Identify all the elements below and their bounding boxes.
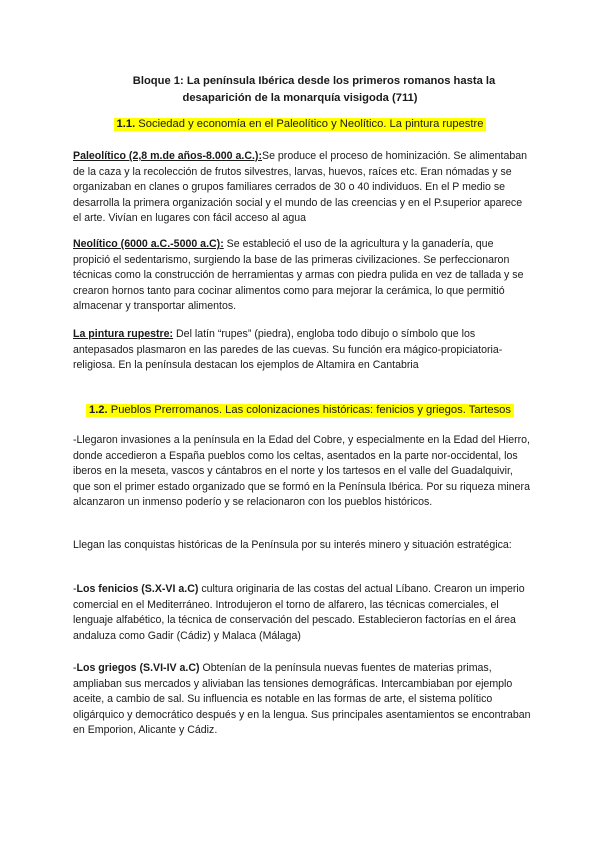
paragraph-conquistas	[73, 538, 531, 554]
paragraph-text: cultura originaria de las costas del actual Líbano. Crearon un imperio comercial en el Mediterráneo. Introdujeron el torno de alfarero, las técnicas comerciales, el lenguaje alfabético, la técnica de conservación del pescado. Establecieron factorías en el área andaluza como Gadir (Cádiz) y Malaca (Málaga)	[73, 583, 525, 642]
paragraph-prefix: -	[73, 662, 77, 674]
paragraph-lead: Paleolítico (2,8 m.de años-8.000 a.C.):	[73, 150, 262, 162]
paragraph-text: Llegan las conquistas históricas de la Península por su interés minero y situación estratégica:	[73, 539, 512, 551]
section-number: 1.1.	[116, 118, 136, 130]
section-heading-1-1	[0, 117, 600, 132]
paragraph-prefix: -	[73, 583, 77, 595]
paragraph-fenicios	[73, 582, 531, 644]
paragraph-text: Se produce el proceso de hominización. Se alimentaban de la caza y la recolección de frutos silvestres, larvas, huevos, raíces etc. Eran nómadas y se organizaban en clanes o grupos familiares cerrados de 30 o 40 individuos. En el P medio se desarrolla la primera organización social y el mundo de las creencias y en el P.superior aparece el arte. Vivían en lugares con fácil acceso al agua	[73, 150, 528, 225]
paragraph-text: Se estableció el uso de la agricultura y la ganadería, que propició el sedentarismo, surgiendo la base de las primeras civilizaciones. Se perfeccionaron técnicas como la construcción de herramientas y armas con piedra pulida en vez de tallada y se crearon hornos tanto para cocinar alimentos como para mejorar la cerámica, lo que permitió almacenar y transportar alimentos.	[73, 238, 524, 313]
paragraph-text: Del latín “rupes” (piedra), engloba todo dibujo o símbolo que los antepasados plasmaron en las paredes de las cuevas. Su función era mágico-propiciatoria-religiosa. En la península destacan los ejemplos de Altamira en Cantabria	[73, 328, 503, 372]
paragraph-lead: Los griegos (S.VI-IV a.C)	[76, 662, 200, 674]
paragraph-griegos	[73, 661, 531, 739]
paragraph-text: -Llegaron invasiones a la península en la Edad del Cobre, y especialmente en la Edad del Hierro, donde accedieron a España pueblos como los celtas, asentados en la parte nor-occidental, los iberos en la meseta, vascos y cántabros en el norte y los tartesos en el valle del Guadalquivir, que son el primer estado organizado que se formó en la Península Ibérica. Por su riqueza minera alcanzaron un inmenso poderío y se relacionaron con los pueblos históricos.	[73, 434, 530, 509]
section-heading-1-2-highlight	[86, 404, 514, 417]
paragraph-invasiones	[73, 433, 531, 511]
paragraph-lead: Neolítico (6000 a.C.-5000 a.C):	[73, 238, 224, 250]
section-title: Pueblos Prerromanos. Las colonizaciones históricas: fenicios y griegos. Tartesos	[107, 404, 512, 416]
paragraph-text: Obtenían de la península nuevas fuentes de materias primas, ampliaban sus mercados y aliviaban las tensiones demográficas. Intercambiaban por ejemplo aceite, a cambio de sal. Su influencia es notable en las formas de arte, el sistema político oligárquico y democrático después y en la lengua. Sus principales asentamientos se encontraban en Emporion, Alicante y Cádiz.	[73, 662, 531, 737]
document-title-line1: Bloque 1: La península Ibérica desde los primeros romanos hasta la	[132, 75, 496, 87]
paragraph-neolitico	[73, 237, 531, 315]
document-title-line2: desaparición de la monarquía visigoda (711)	[182, 92, 418, 104]
paragraph-paleolitico	[73, 149, 531, 227]
section-heading-1-1-highlight	[114, 118, 487, 131]
section-number: 1.2.	[88, 404, 108, 416]
section-title: Sociedad y economía en el Paleolítico y Neolítico. La pintura rupestre	[135, 118, 484, 130]
paragraph-lead: La pintura rupestre:	[73, 328, 174, 340]
section-heading-1-2	[0, 403, 600, 418]
paragraph-lead: Los fenicios (S.X-VI a.C)	[76, 583, 199, 595]
paragraph-pintura-rupestre	[73, 327, 531, 374]
document-title	[0, 73, 600, 107]
